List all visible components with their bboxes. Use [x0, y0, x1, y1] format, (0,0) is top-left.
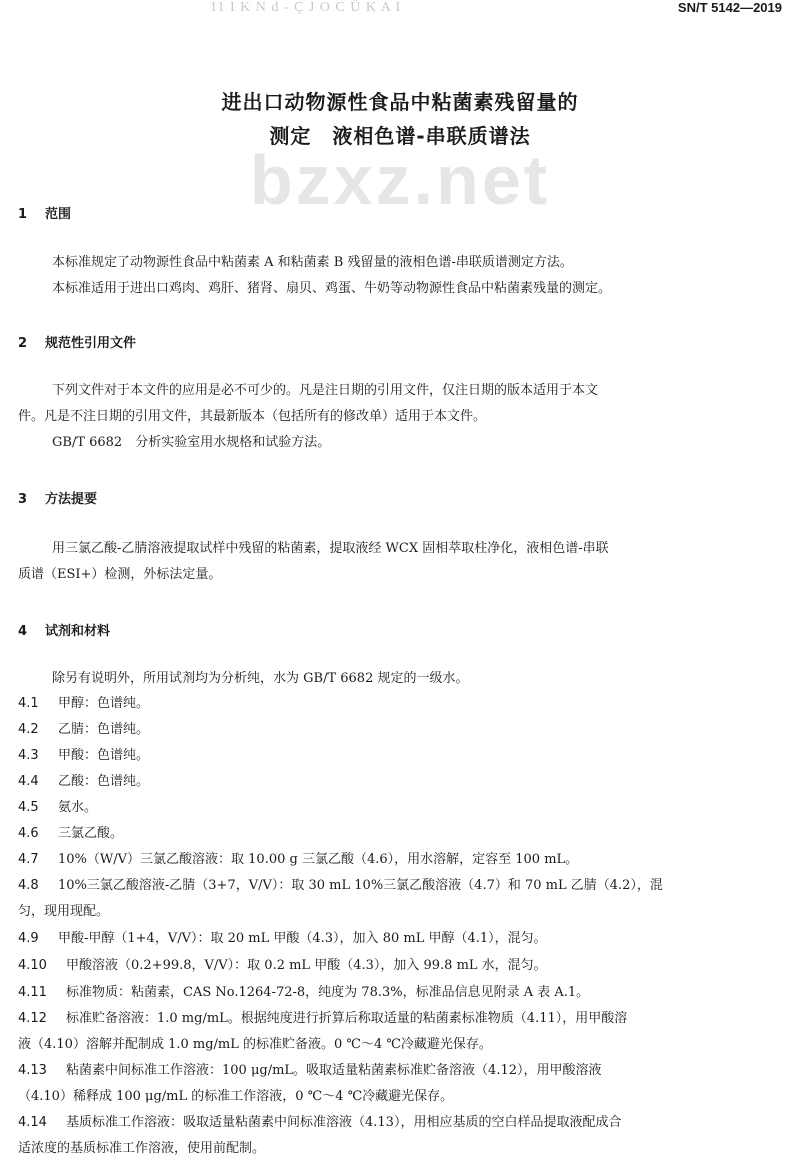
item-number: 4.4 [18, 774, 39, 789]
paragraph: 除另有说明外，所用试剂均为分析纯，水为 GB/T 6682 规定的一级水。 [52, 671, 469, 686]
paragraph: 本标准适用于进出口鸡肉、鸡肝、猪肾、扇贝、鸡蛋、牛奶等动物源性食品中粘菌素残量的测定。 [52, 281, 612, 296]
item-text: 甲酸：色谱纯。 [58, 748, 150, 763]
list-item [18, 877, 663, 894]
item-number: 4.11 [18, 985, 47, 1000]
paragraph: 本标准规定了动物源性食品中粘菌素 A 和粘菌素 B 残留量的液相色谱-串联质谱测定方法。 [52, 255, 573, 270]
item-number: 4.9 [18, 931, 39, 946]
watermark: bzxz.net [249, 141, 551, 219]
section-heading-2 [18, 332, 136, 351]
list-item [18, 1114, 621, 1131]
list-item [18, 799, 97, 816]
item-number: 4.14 [18, 1115, 47, 1130]
item-text: 粘菌素中间标准工作溶液：100 μg/mL。吸取适量粘菌素标准贮备溶液（4.12），用甲酸溶液 [66, 1063, 602, 1078]
list-item [18, 721, 149, 738]
paragraph-continuation: 件。凡是不注日期的引用文件，其最新版本（包括所有的修改单）适用于本文件。 [18, 409, 487, 424]
section-heading-3 [18, 488, 97, 507]
item-number: 4.10 [18, 958, 47, 973]
list-item [18, 851, 578, 868]
paragraph: 下列文件对于本文件的应用是必不可少的。凡是注日期的引用文件，仅注日期的版本适用于本文 [52, 383, 599, 398]
section-title: 方法提要 [45, 492, 98, 507]
item-text: 10%（W/V）三氯乙酸溶液：取 10.00 g 三氯乙酸（4.6），用水溶解，定容至 100 mL。 [58, 852, 579, 867]
item-text: 标准物质：粘菌素，CAS No.1264-72-8，纯度为 78.3%，标准品信息见附录 A 表 A.1。 [66, 985, 590, 1000]
item-text: 乙酸：色谱纯。 [58, 774, 150, 789]
item-text: 氨水。 [58, 800, 98, 815]
item-text: 标准贮备溶液：1.0 mg/mL。根据纯度进行折算后称取适量的粘菌素标准物质（4.11），用甲酸溶 [66, 1011, 628, 1026]
section-number: 2 [18, 336, 28, 351]
list-item [18, 747, 149, 764]
item-number: 4.1 [18, 696, 39, 711]
item-number: 4.7 [18, 852, 39, 867]
document-title-line2: 测定 液相色谱-串联质谱法 [269, 124, 531, 148]
item-number: 4.2 [18, 722, 39, 737]
item-number: 4.12 [18, 1011, 47, 1026]
list-item-continuation: 液（4.10）溶解并配制成 1.0 mg/mL 的标准贮备液。0 ℃～4 ℃冷藏避光保存。 [18, 1037, 492, 1052]
list-item [18, 957, 547, 974]
item-text: 基质标准工作溶液：吸取适量粘菌素中间标准溶液（4.13），用相应基质的空白样品提取液配成合 [66, 1115, 622, 1130]
list-item [18, 930, 547, 947]
list-item [18, 1062, 602, 1079]
item-text: 三氯乙酸。 [58, 826, 124, 841]
section-title: 范围 [45, 207, 72, 222]
list-item [18, 984, 589, 1001]
section-title: 试剂和材料 [45, 624, 111, 639]
item-number: 4.13 [18, 1063, 47, 1078]
list-item [18, 1010, 627, 1027]
list-item-continuation: 适浓度的基质标准工作溶液，使用前配制。 [18, 1141, 266, 1156]
document-title-line1: 进出口动物源性食品中粘菌素残留量的 [221, 90, 579, 114]
section-number: 1 [18, 207, 28, 222]
section-number: 3 [18, 492, 28, 507]
standard-number: SN/T 5142—2019 [677, 0, 782, 15]
item-number: 4.6 [18, 826, 39, 841]
item-text: 甲醇：色谱纯。 [58, 696, 150, 711]
section-title: 规范性引用文件 [45, 336, 137, 351]
list-item-continuation: （4.10）稀释成 100 μg/mL 的标准工作溶液，0 ℃～4 ℃冷藏避光保存。 [18, 1089, 454, 1104]
item-number: 4.3 [18, 748, 39, 763]
item-number: 4.5 [18, 800, 39, 815]
list-item-continuation: 匀，现用现配。 [18, 904, 110, 919]
section-heading-1 [18, 203, 71, 222]
paragraph: 用三氯乙酸-乙腈溶液提取试样中残留的粘菌素，提取液经 WCX 固相萃取柱净化，液相色谱-串联 [52, 541, 609, 556]
item-number: 4.8 [18, 878, 39, 893]
paragraph-continuation: 质谱（ESI+）检测，外标法定量。 [18, 567, 222, 582]
section-number: 4 [18, 624, 28, 639]
item-text: 甲酸-甲醇（1+4，V/V）：取 20 mL 甲酸（4.3），加入 80 mL 甲醇（4.1），混匀。 [58, 931, 547, 946]
section-heading-4 [18, 620, 110, 639]
normative-reference: GB/T 6682 分析实验室用水规格和试验方法。 [52, 435, 331, 450]
header-top-text: 11 I K N d - Ç J O C Ü K A I [210, 0, 402, 15]
list-item [18, 773, 149, 790]
item-text: 甲酸溶液（0.2+99.8，V/V）：取 0.2 mL 甲酸（4.3），加入 99.8 mL 水，混匀。 [66, 958, 547, 973]
list-item [18, 695, 149, 712]
item-text: 乙腈：色谱纯。 [58, 722, 150, 737]
item-text: 10%三氯乙酸溶液-乙腈（3+7，V/V）：取 30 mL 10%三氯乙酸溶液（4.7）和 70 mL 乙腈（4.2），混 [58, 878, 663, 893]
list-item [18, 825, 123, 842]
